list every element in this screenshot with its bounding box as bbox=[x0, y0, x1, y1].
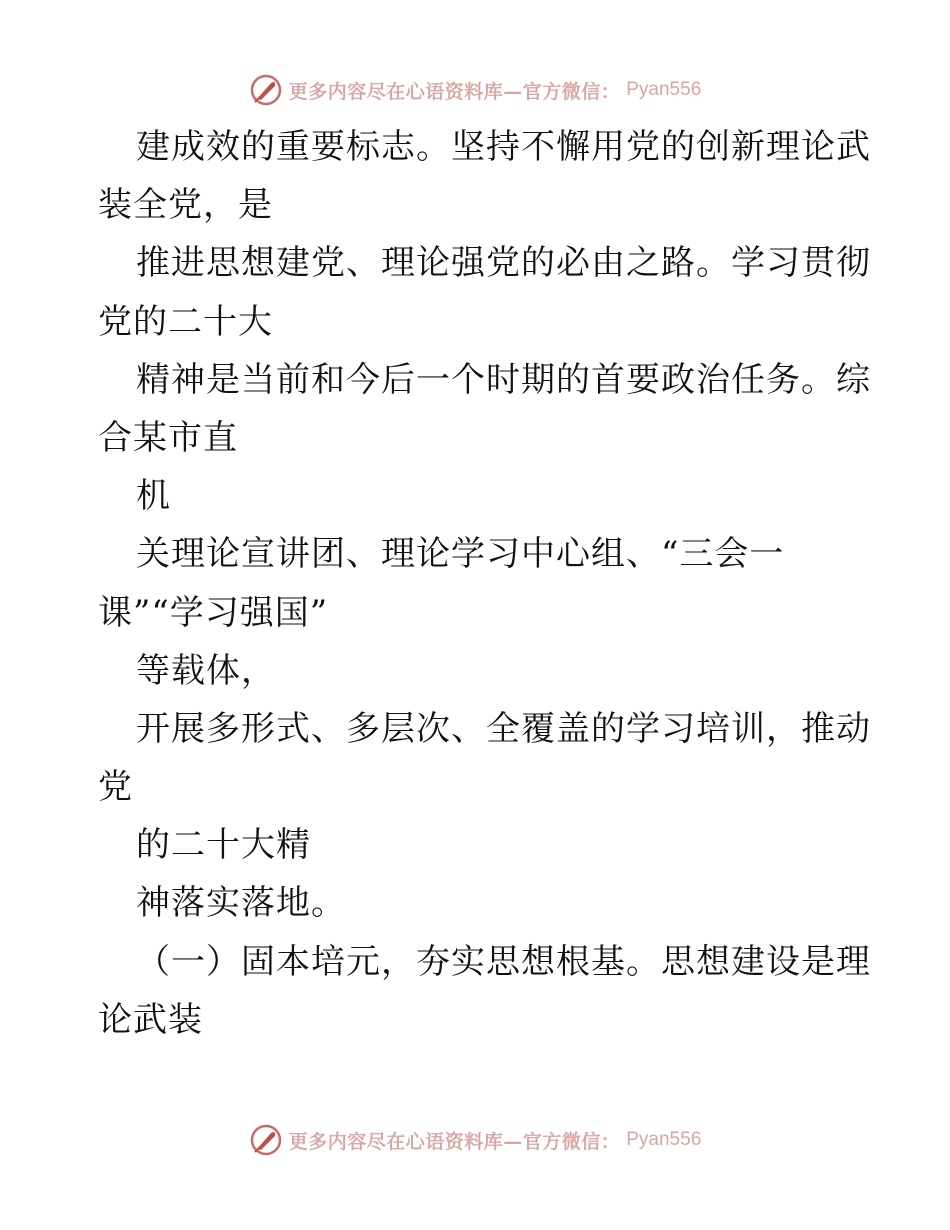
text-line: 机 bbox=[136, 476, 171, 517]
document-body bbox=[98, 118, 871, 1049]
watermark-id: Pyan556 bbox=[626, 1129, 702, 1150]
text-line: 开展多形式、多层次、全覆盖的学习培训，推动 bbox=[136, 708, 871, 749]
text-line: 精神是当前和今后一个时期的首要政治任务。综 bbox=[136, 359, 871, 400]
text-line: 关理论宣讲团、理论学习中心组、“三会一 bbox=[136, 534, 785, 575]
watermark-id: Pyan556 bbox=[626, 79, 702, 100]
watermark-text: 更多内容尽在心语资料库—官方微信： bbox=[288, 1130, 621, 1153]
text-line: 党的二十大 bbox=[98, 301, 273, 342]
text-line: 神落实落地。 bbox=[136, 883, 346, 924]
text-line: （一）固本培元，夯实思想根基。思想建设是理 bbox=[136, 941, 871, 982]
text-line: 等载体， bbox=[136, 650, 276, 691]
text-line: 论武装 bbox=[98, 999, 203, 1040]
text-line: 合某市直 bbox=[98, 417, 238, 458]
watermark-header bbox=[0, 70, 950, 110]
watermark-text: 更多内容尽在心语资料库—官方微信： bbox=[288, 80, 621, 103]
quill-logo-icon bbox=[249, 1123, 283, 1157]
text-line: 建成效的重要标志。坚持不懈用党的创新理论武 bbox=[136, 127, 871, 167]
text-line: 课”“学习强国” bbox=[98, 592, 329, 633]
quill-logo-icon bbox=[249, 73, 283, 107]
watermark-footer bbox=[0, 1120, 950, 1160]
text-line: 党 bbox=[98, 767, 133, 808]
text-line: 装全党，是 bbox=[98, 185, 273, 226]
text-line: 推进思想建党、理论强党的必由之路。学习贯彻 bbox=[136, 243, 871, 284]
text-line: 的二十大精 bbox=[136, 825, 311, 866]
